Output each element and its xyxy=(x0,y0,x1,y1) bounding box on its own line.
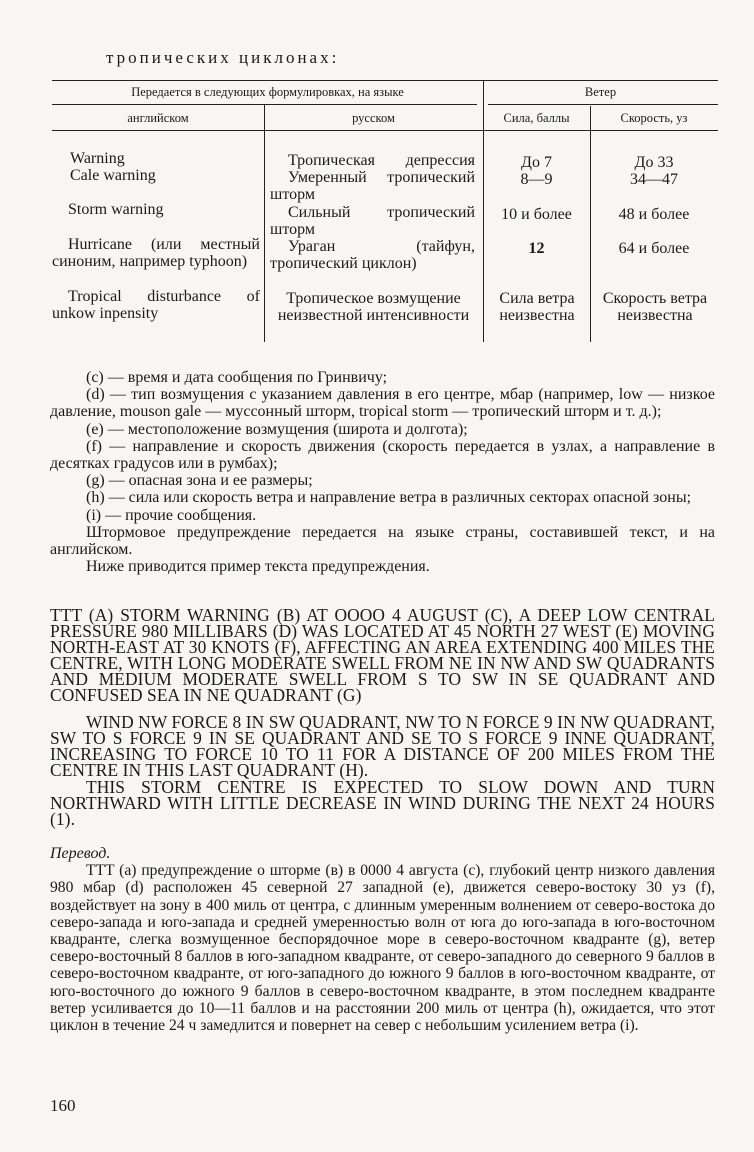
list-item: (e) — местоположение возмущения (широта и долгота); xyxy=(86,420,468,438)
header-english: английском xyxy=(127,111,189,125)
list-item: (h) — сила или скорость ветра и направление ветра в различных секторах опасной зоны; xyxy=(86,489,692,507)
column-rule-3 xyxy=(590,106,591,342)
table-cell-speed: 64 и более xyxy=(618,240,690,257)
english-paragraph: WIND NW FORCE 8 IN SW QUADRANT, NW TO N FORCE 9 IN NW QUADRANT, SW TO S FORCE 9 IN SE QUADRANT AND SE TO S FORCE 9 INNE QUADRANT, INCREASING TO FORCE 10 TO 11 FOR A DISTANCE OF 200 MILES FROM THE CENTRE IN THIS LAST QUADRANT (H). xyxy=(50,712,715,780)
list-item: (c) — время и дата сообщения по Гринвичу; xyxy=(86,369,388,386)
header-language-group: Передается в следующих формулировках, на языке xyxy=(131,85,404,99)
english-paragraph: TTT (A) STORM WARNING (B) AT OOOO 4 AUGUST (C), A DEEP LOW CENTRAL PRESSURE 980 MILLIBARS (D) WAS LOCATED AT 45 NORTH 27 WEST (E) MOVING NORTH-EAST AT 30 KNOTS (F), AFFECTING AN AREA EXTENDING 400 MILES THE CENTRE, WITH LONG MODERATE SWELL FROM NE IN NW AND SW QUADRANTS AND MEDIUM MODERATE SWELL FROM S TO SW IN SE QUADRANT AND CONFUSED SEA IN NE QUADRANT (G) xyxy=(50,605,715,705)
paragraph: Штормовое предупреждение передается на языке страны, составившей текст, и на английском. xyxy=(50,523,715,559)
table-cell-speed: До 33 xyxy=(634,154,674,171)
paragraph: Ниже приводится пример текста предупреждения. xyxy=(86,558,430,576)
translation-block xyxy=(50,845,715,1034)
translation-label: Перевод. xyxy=(50,845,111,862)
storm-warning-table xyxy=(52,80,718,342)
header-force: Сила, баллы xyxy=(503,111,570,125)
section-heading: тропических циклонах: xyxy=(106,48,340,67)
table-cell-en: Storm warning xyxy=(68,201,164,218)
list-item: (f) — направление и скорость движения (скорость передается в узлах, а направление в десятках градусов или в румбах); xyxy=(50,437,715,473)
table-cell-ru: Тропическая депрессия xyxy=(288,152,475,169)
table-cell-ru: Тропическое возмущение неизвестной интенсивности xyxy=(277,290,470,324)
table-cell-ru: Сильный тропический шторм xyxy=(270,204,475,238)
page-number: 160 xyxy=(50,1096,76,1115)
table-cell-force: 10 и более xyxy=(501,206,572,223)
table-cell-en: Cale warning xyxy=(70,167,156,184)
header-speed: Скорость, уз xyxy=(620,111,688,125)
table-cell-force: Сила ветра неизвестна xyxy=(499,290,575,324)
table-cell-en: Hurricane (или местный синоним, например typhoon) xyxy=(52,236,260,270)
table-cell-force: 8—9 xyxy=(520,171,553,188)
header-bottom-rule xyxy=(52,130,718,131)
list-item: (g) — опасная зона и ее размеры; xyxy=(86,472,313,490)
table-top-rule xyxy=(52,80,718,81)
table-cell-speed: 48 и более xyxy=(618,206,690,223)
header-rule-right xyxy=(488,104,718,105)
table-cell-force: До 7 xyxy=(521,154,552,171)
table-cell-force: 12 xyxy=(528,240,545,257)
header-wind-group: Ветер xyxy=(584,85,617,99)
table-cell-en: Warning xyxy=(70,150,125,167)
table-cell-ru: Ураган (тайфун, тропический циклон) xyxy=(270,238,475,272)
header-russian: русском xyxy=(352,111,395,125)
column-rule-1 xyxy=(264,105,265,342)
table-cell-speed: 34—47 xyxy=(630,171,678,188)
list-item: (d) — тип возмущения с указанием давления в его центре, мбар (например, low — низкое давление, mouson gale — муссонный шторм, tropical storm — тропический шторм и т. д.); xyxy=(50,386,715,421)
list-item: (i) — прочие сообщения. xyxy=(86,506,257,524)
table-cell-speed: Скорость ветра неизвестна xyxy=(602,290,708,324)
translation-text: TTT (a) предупреждение о шторме (в) в 0000 4 августа (c), глубокий центр низкого давления 980 мбар (d) расположен 45 северной 27 западной (e), движется северо-востоку 30 уз (f), воздействует на зону в 400 миль от центра, с длинным умеренным волнением от северо-востока до северо-запада и юго-запада и средней умеренностью волн от юга до юго-запада в юго-восточном квадранте, слегка возмущенное беспорядочное море в северо-восточном квадранте (g), ветер северо-восточный 8 баллов в юго-западном квадранте, от северо-западного до северного 9 баллов в северо-восточном квадранте, от юго-западного до южного 9 баллов в юго-восточном квадранте, от юго-восточного до южного 9 баллов в северо-восточном квадранте, в этом последнем квадранте ветер усиливается до 10—11 баллов и на расстоянии 200 миль от центра (h), ожидается, что этот циклон в течение 24 ч замедлится и повернет на север с небольшим усилением ветра (i). xyxy=(50,862,715,1035)
legend-list xyxy=(50,369,715,575)
table-cell-en: Tropical disturbance of unkow inpensity xyxy=(52,288,260,322)
english-paragraph: THIS STORM CENTRE IS EXPECTED TO SLOW DOWN AND TURN NORTHWARD WITH LITTLE DECREASE IN WIND DURING THE NEXT 24 HOURS (1). xyxy=(50,777,715,829)
table-cell-ru: Умеренный тропический шторм xyxy=(270,169,475,203)
english-warning-text xyxy=(50,607,715,827)
